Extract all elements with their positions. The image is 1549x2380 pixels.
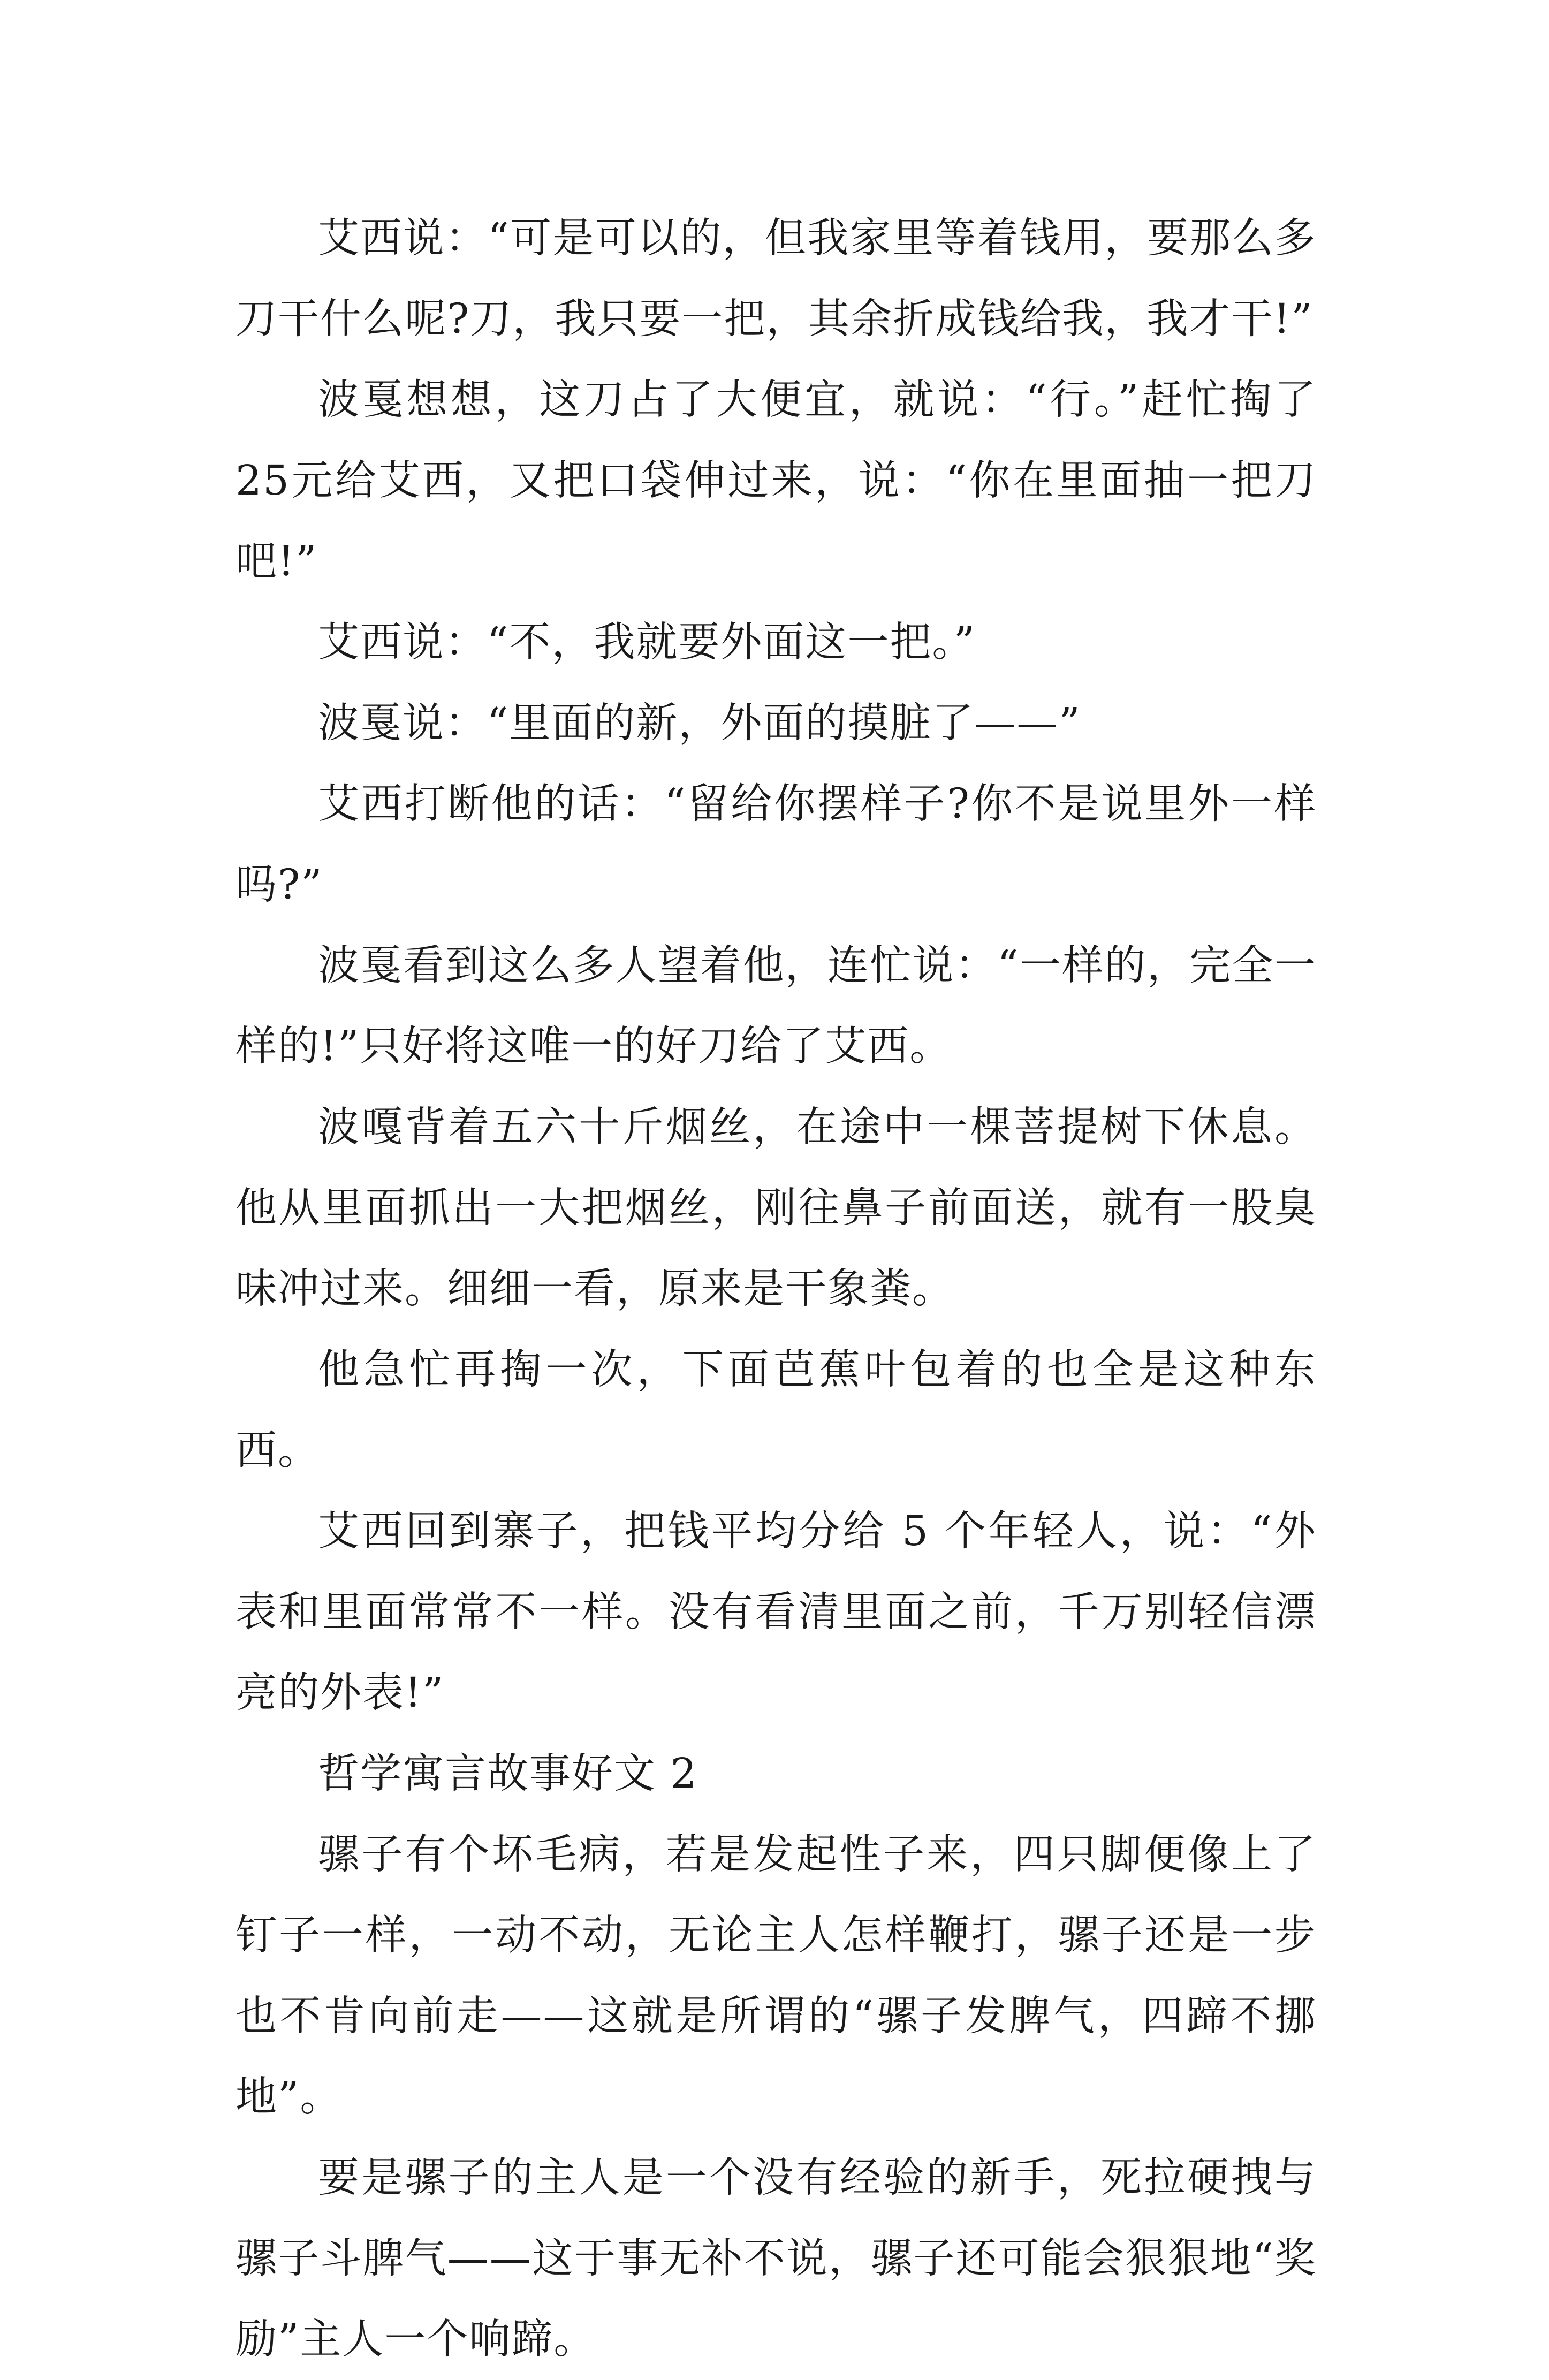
paragraph: 波嘎背着五六十斤烟丝，在途中一棵菩提树下休息。他从里面抓出一大把烟丝，刚往鼻子前面送，就有一股臭味冲过来。细细一看，原来是干象粪。 [236,1104,1317,1313]
section-title: 哲学寓言故事好文 2 [318,1750,698,1798]
paragraph: 波戛想想，这刀占了大便宜，就说：“行。”赶忙掏了25元给艾西，又把口袋伸过来，说：“你在里面抽一把刀吧!” [236,376,1317,586]
paragraph: 他急忙再掏一次，下面芭蕉叶包着的也全是这种东西。 [236,1346,1317,1474]
document-body [236,198,1317,2380]
paragraph: 艾西回到寨子，把钱平均分给 5 个年轻人，说：“外表和里面常常不一样。没有看清里面之前，千万别轻信漂亮的外表!” [236,1508,1317,1717]
paragraph: 波戛说：“里面的新，外面的摸脏了——” [318,699,1081,747]
paragraph: 骡子有个坏毛病，若是发起性子来，四只脚便像上了钉子一样，一动不动，无论主人怎样鞭打，骡子还是一步也不肯向前走——这就是所谓的“骡子发脾气，四蹄不挪地”。 [236,1831,1317,2121]
paragraph: 艾西说：“不，我就要外面这一把。” [318,619,976,666]
paragraph: 艾西说：“可是可以的，但我家里等着钱用，要那么多刀干什么呢?刀，我只要一把，其余折成钱给我，我才干!” [236,215,1317,343]
paragraph: 要是骡子的主人是一个没有经验的新手，死拉硬拽与骡子斗脾气——这于事无补不说，骡子还可能会狠狠地“奖励”主人一个响蹄。 [236,2154,1317,2363]
paragraph: 波戛看到这么多人望着他，连忙说：“一样的，完全一样的!”只好将这唯一的好刀给了艾西。 [236,942,1317,1070]
paragraph: 艾西打断他的话：“留给你摆样子?你不是说里外一样吗?” [236,780,1317,909]
